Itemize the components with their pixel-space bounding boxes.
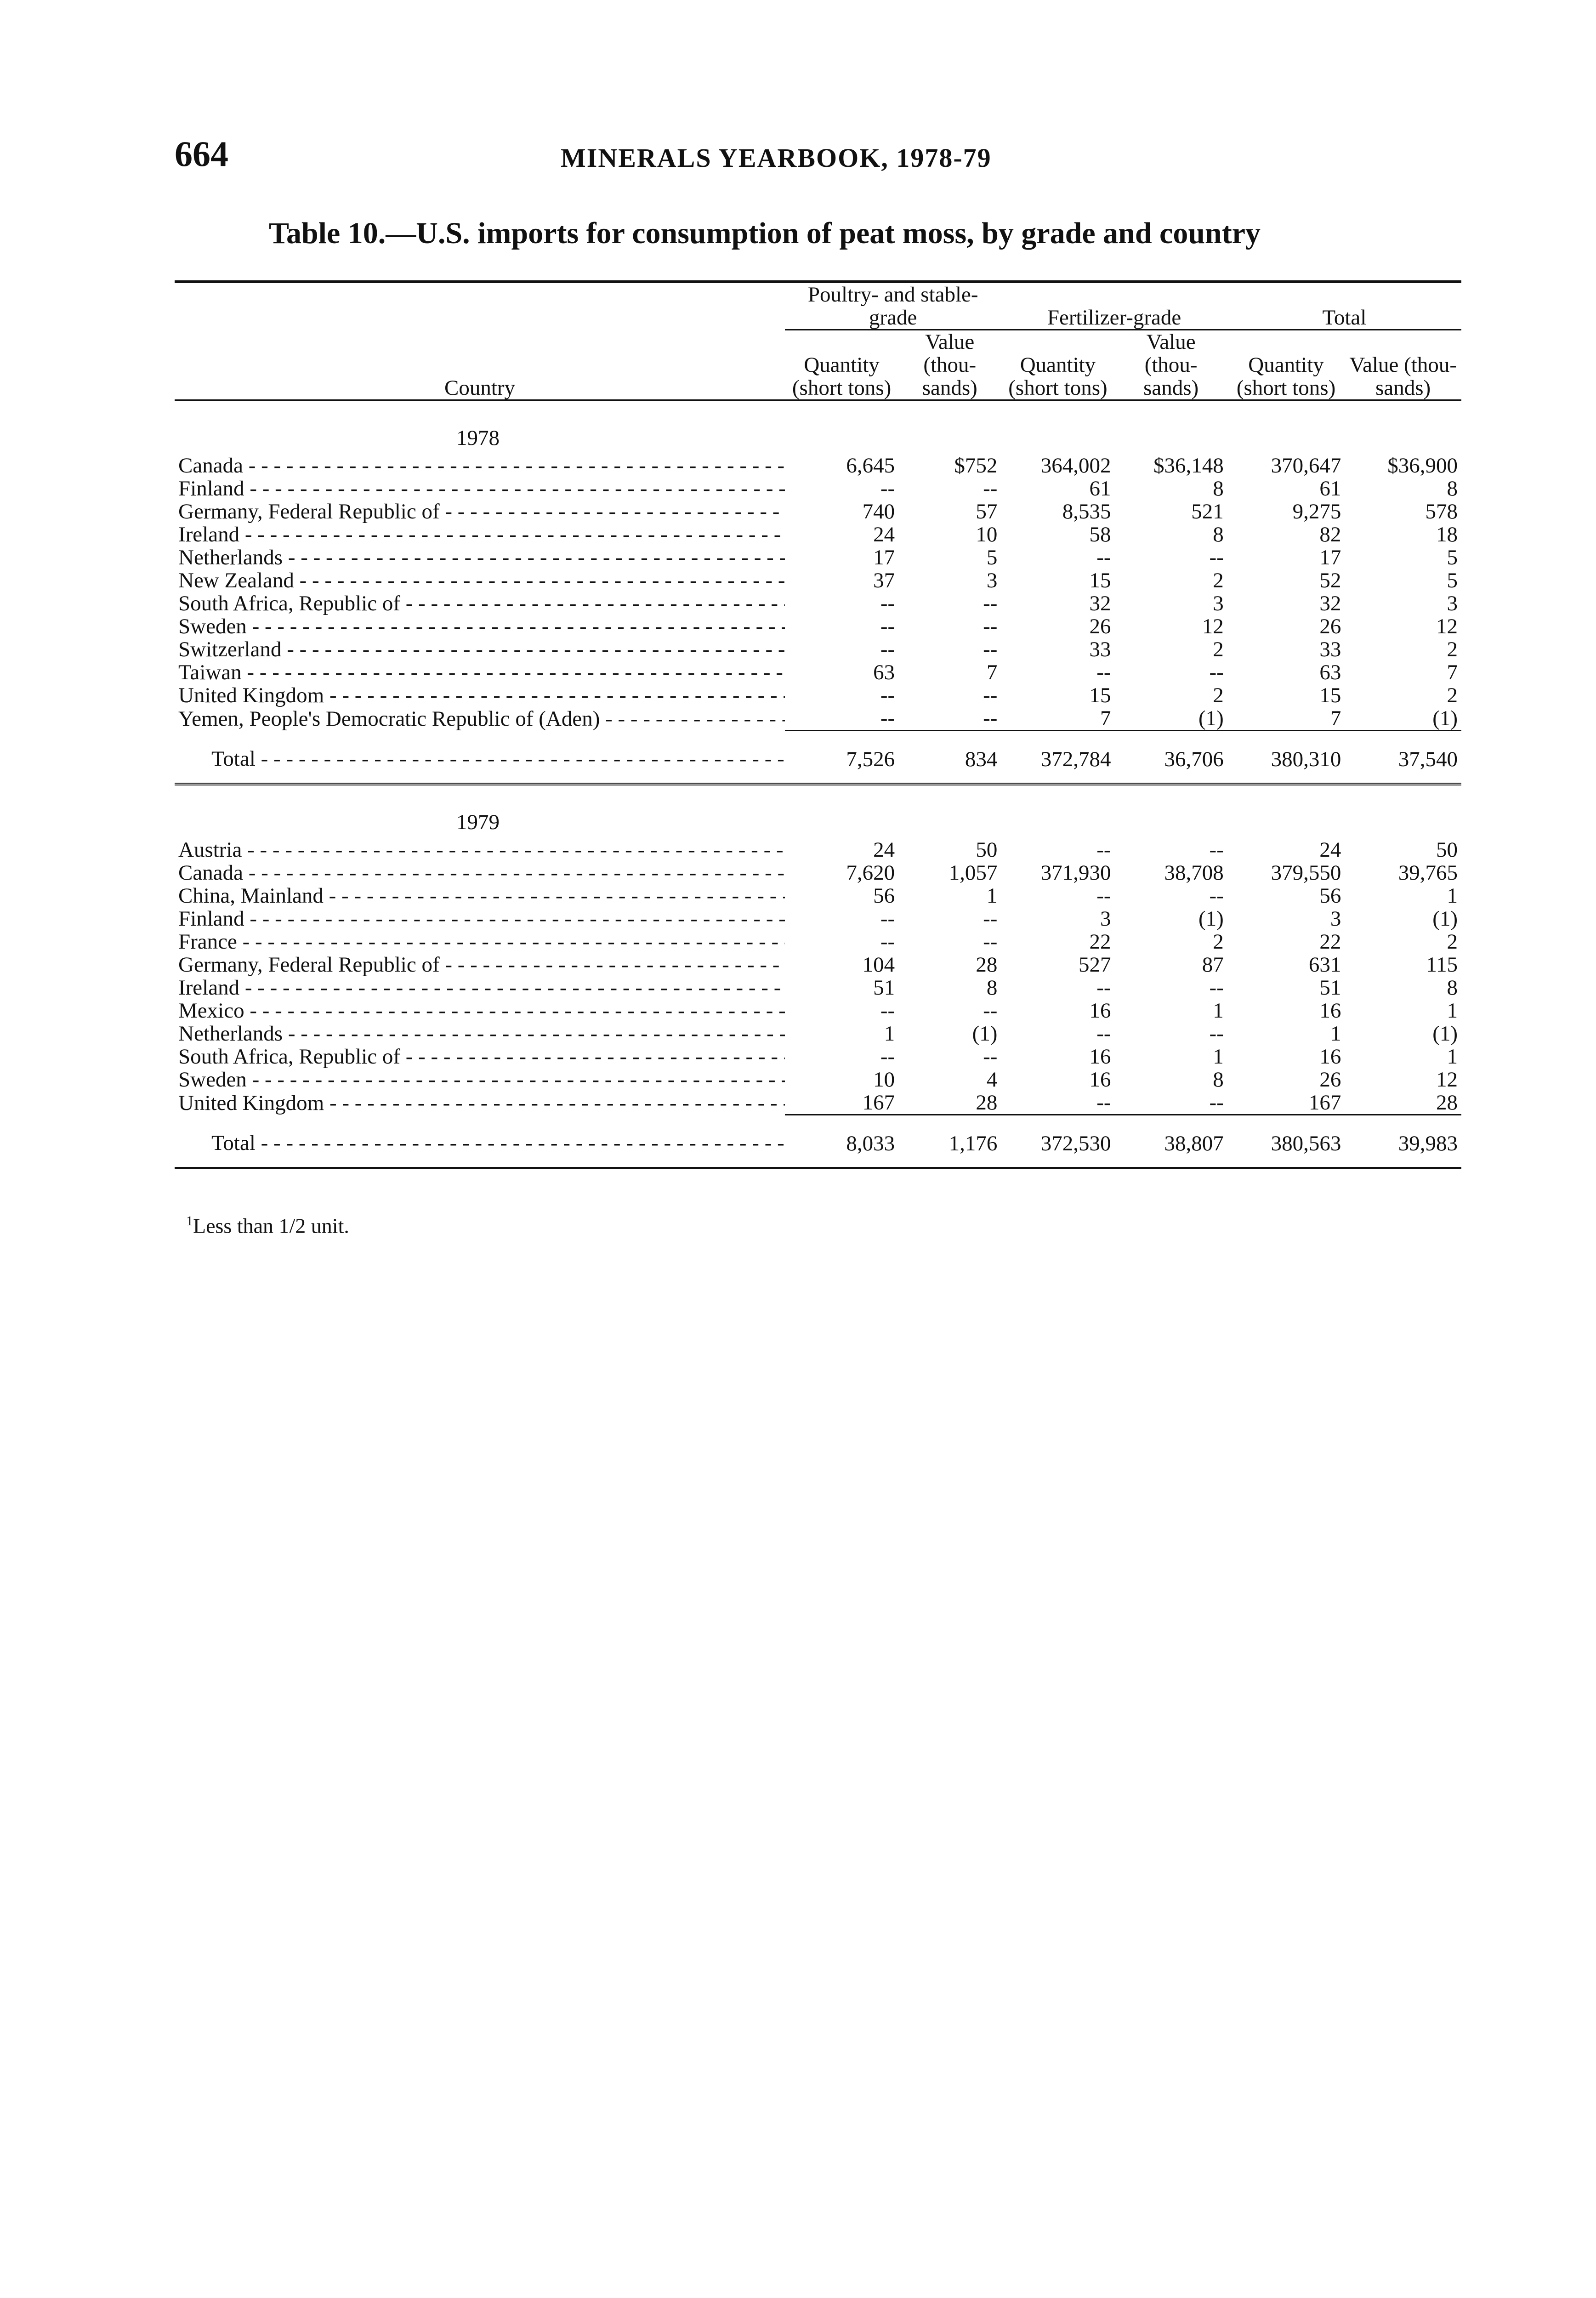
- country-cell: [175, 684, 785, 707]
- country-cell: [175, 500, 785, 523]
- poultry-value-cell: 10: [976, 523, 998, 546]
- poultry-quantity-cell: 7,620: [846, 861, 895, 885]
- poultry-quantity-cell: 6,645: [846, 454, 895, 478]
- total-poultry-value-cell: 834: [898, 731, 1001, 785]
- country-name: South Africa, Republic of - - -: [178, 1045, 785, 1068]
- total-value-cell: 8: [1447, 477, 1458, 501]
- total-value-cell: 2: [1447, 637, 1458, 661]
- table-title: Table 10.—U.S. imports for consumption of peat moss, by grade and country: [269, 216, 1261, 250]
- running-title: MINERALS YEARBOOK, 1978-79: [561, 143, 992, 173]
- total-poultry-quantity-cell: 7,526: [785, 731, 898, 785]
- empty-cell: [898, 784, 1001, 838]
- fertilizer-quantity-cell: 15: [1089, 683, 1111, 707]
- country-cell: [175, 1068, 785, 1091]
- poultry-quantity-cell: --: [880, 907, 895, 931]
- fertilizer-quantity-cell: --: [1096, 546, 1111, 569]
- total-total-quantity-cell: 380,310: [1227, 731, 1345, 785]
- total-value-cell: 5: [1447, 546, 1458, 569]
- total-value-cell: $36,900: [1387, 454, 1458, 478]
- table-row: [175, 1045, 1461, 1068]
- table-row: [175, 500, 1461, 523]
- total-quantity-cell: 15: [1319, 683, 1341, 707]
- table-row: [175, 1068, 1461, 1091]
- country-name: Switzerland - - -: [178, 638, 785, 661]
- poultry-quantity-cell: --: [880, 477, 895, 501]
- poultry-value-cell: --: [983, 477, 998, 501]
- total-label: Total - - -: [211, 1131, 785, 1155]
- total-total-quantity-cell: 380,563: [1227, 1115, 1345, 1168]
- country-name: Germany, Federal Republic of - - -: [178, 953, 785, 976]
- poultry-quantity-cell: --: [880, 999, 895, 1023]
- fertilizer-quantity-cell: 16: [1089, 1045, 1111, 1069]
- table-row: [175, 477, 1461, 500]
- total-value-cell: 12: [1436, 614, 1458, 638]
- total-quantity-cell: 370,647: [1271, 454, 1341, 478]
- total-value-cell: 115: [1426, 953, 1458, 977]
- empty-cell: [898, 400, 1001, 454]
- fertilizer-value-cell: --: [1209, 1091, 1224, 1115]
- poultry-quantity-cell: 10: [873, 1068, 895, 1092]
- table-row: [175, 907, 1461, 930]
- total-quantity-cell: 1: [1330, 1022, 1341, 1046]
- footnote: [186, 1213, 349, 1238]
- country-cell: [175, 884, 785, 907]
- total-value-cell: 578: [1425, 500, 1458, 523]
- poultry-quantity-cell: --: [880, 683, 895, 707]
- country-cell: [175, 1022, 785, 1045]
- total-row: [175, 731, 1461, 785]
- table-row: [175, 707, 1461, 731]
- country-cell: [175, 523, 785, 546]
- total-value-cell: 5: [1447, 569, 1458, 592]
- country-cell: [175, 638, 785, 661]
- fertilizer-quantity-cell: 32: [1089, 592, 1111, 615]
- quantity-header: Quantity (short tons): [1227, 330, 1345, 401]
- total-quantity-cell: 16: [1319, 999, 1341, 1023]
- total-quantity-cell: 52: [1319, 569, 1341, 592]
- poultry-quantity-cell: 17: [873, 546, 895, 569]
- fertilizer-quantity-cell: --: [1096, 1091, 1111, 1115]
- country-name: Sweden - - -: [178, 1068, 785, 1091]
- total-quantity-cell: 61: [1319, 477, 1341, 501]
- poultry-quantity-cell: --: [880, 592, 895, 615]
- value-header: Value (thou-sands): [1115, 330, 1227, 401]
- poultry-quantity-cell: --: [880, 930, 895, 954]
- fertilizer-value-cell: (1): [1198, 706, 1224, 730]
- fertilizer-quantity-cell: 364,002: [1040, 454, 1111, 478]
- fertilizer-quantity-cell: 371,930: [1040, 861, 1111, 885]
- footnote-text: Less than 1/2 unit.: [193, 1214, 349, 1238]
- country-name: Yemen, People's Democratic Republic of (Aden) - - -: [178, 707, 785, 731]
- total-value-cell: 1: [1447, 999, 1458, 1023]
- country-name: Sweden - - -: [178, 615, 785, 638]
- fertilizer-quantity-cell: --: [1096, 660, 1111, 684]
- total-value-cell: 12: [1436, 1068, 1458, 1092]
- total-value-cell: 2: [1447, 683, 1458, 707]
- fertilizer-quantity-cell: 22: [1089, 930, 1111, 954]
- total-fertilizer-value-cell: 38,807: [1115, 1115, 1227, 1168]
- country-cell: [175, 976, 785, 999]
- year-row: [175, 400, 1461, 454]
- poultry-quantity-cell: --: [880, 706, 895, 730]
- total-quantity-cell: 33: [1319, 637, 1341, 661]
- table-row: [175, 976, 1461, 999]
- quantity-header: Quantity (short tons): [1001, 330, 1114, 401]
- poultry-value-cell: 1,057: [949, 861, 998, 885]
- year-row: [175, 784, 1461, 838]
- country-name: Finland - - -: [178, 477, 785, 500]
- table-row: [175, 1091, 1461, 1115]
- fertilizer-value-cell: --: [1209, 976, 1224, 1000]
- fertilizer-value-cell: 1: [1213, 1045, 1224, 1069]
- table-row: [175, 615, 1461, 638]
- table-row: [175, 546, 1461, 569]
- country-cell: [175, 454, 785, 477]
- country-name: Netherlands - - -: [178, 1022, 785, 1045]
- poultry-value-cell: --: [983, 706, 998, 730]
- fertilizer-value-cell: 12: [1202, 614, 1224, 638]
- total-quantity-cell: 167: [1308, 1091, 1341, 1115]
- poultry-quantity-cell: 51: [873, 976, 895, 1000]
- poultry-value-cell: --: [983, 930, 998, 954]
- quantity-header: Quantity (short tons): [785, 330, 898, 401]
- table-row: [175, 1022, 1461, 1045]
- total-quantity-cell: 3: [1330, 907, 1341, 931]
- poultry-value-cell: 8: [986, 976, 998, 1000]
- table-row: [175, 661, 1461, 684]
- total-quantity-cell: 379,550: [1271, 861, 1341, 885]
- total-value-cell: 8: [1447, 976, 1458, 1000]
- poultry-value-cell: 28: [976, 1091, 998, 1115]
- total-quantity-cell: 32: [1319, 592, 1341, 615]
- poultry-quantity-cell: 56: [873, 884, 895, 908]
- fertilizer-quantity-cell: 33: [1089, 637, 1111, 661]
- country-cell: [175, 477, 785, 500]
- fertilizer-value-cell: 87: [1202, 953, 1224, 977]
- country-cell: [175, 592, 785, 615]
- table-row: [175, 454, 1461, 477]
- country-name: Ireland - - -: [178, 976, 785, 999]
- country-name: Ireland - - -: [178, 523, 785, 546]
- poultry-value-cell: 3: [986, 569, 998, 592]
- poultry-quantity-cell: 740: [862, 500, 895, 523]
- poultry-quantity-cell: 104: [862, 953, 895, 977]
- fertilizer-quantity-cell: --: [1096, 838, 1111, 862]
- country-cell: [175, 861, 785, 884]
- country-name: United Kingdom - - -: [178, 1091, 785, 1115]
- total-total-value-cell: 39,983: [1345, 1115, 1461, 1168]
- poultry-value-cell: --: [983, 614, 998, 638]
- poultry-grade-header: Poultry- and stable-grade: [785, 282, 1001, 330]
- total-poultry-quantity-cell: 8,033: [785, 1115, 898, 1168]
- poultry-value-cell: 5: [986, 546, 998, 569]
- poultry-value-cell: --: [983, 999, 998, 1023]
- empty-cell: [1227, 400, 1345, 454]
- total-quantity-cell: 7: [1330, 706, 1341, 730]
- total-value-cell: 7: [1447, 660, 1458, 684]
- poultry-value-cell: --: [983, 683, 998, 707]
- poultry-quantity-cell: 63: [873, 660, 895, 684]
- total-value-cell: 18: [1436, 523, 1458, 546]
- fertilizer-quantity-cell: 16: [1089, 1068, 1111, 1092]
- total-value-cell: (1): [1432, 1022, 1458, 1046]
- year-label: 1978: [456, 426, 500, 450]
- total-quantity-cell: 26: [1319, 1068, 1341, 1092]
- poultry-value-cell: 4: [986, 1068, 998, 1092]
- total-value-cell: 2: [1447, 930, 1458, 954]
- imports-table-container: [175, 280, 1461, 1169]
- total-fertilizer-quantity-cell: 372,530: [1001, 1115, 1114, 1168]
- total-value-cell: (1): [1432, 907, 1458, 931]
- country-cell: [175, 838, 785, 861]
- total-value-cell: 28: [1436, 1091, 1458, 1115]
- fertilizer-value-cell: --: [1209, 1022, 1224, 1046]
- country-name: Finland - - -: [178, 907, 785, 930]
- table-row: [175, 523, 1461, 546]
- fertilizer-value-cell: 2: [1213, 683, 1224, 707]
- footnote-marker: 1: [186, 1213, 193, 1229]
- table-row: [175, 838, 1461, 861]
- country-name: France - - -: [178, 930, 785, 953]
- fertilizer-value-cell: 8: [1213, 1068, 1224, 1092]
- total-quantity-cell: 51: [1319, 976, 1341, 1000]
- poultry-quantity-cell: --: [880, 637, 895, 661]
- country-cell: [175, 930, 785, 953]
- total-quantity-cell: 9,275: [1292, 500, 1341, 523]
- poultry-value-cell: 50: [976, 838, 998, 862]
- fertilizer-value-cell: 3: [1213, 592, 1224, 615]
- total-poultry-value-cell: 1,176: [898, 1115, 1001, 1168]
- fertilizer-value-cell: --: [1209, 884, 1224, 908]
- fertilizer-quantity-cell: 7: [1100, 706, 1111, 730]
- poultry-value-cell: (1): [972, 1022, 998, 1046]
- total-quantity-cell: 63: [1319, 660, 1341, 684]
- fertilizer-value-cell: --: [1209, 546, 1224, 569]
- poultry-quantity-cell: 1: [884, 1022, 895, 1046]
- page-number: 664: [175, 134, 228, 174]
- total-value-cell: (1): [1432, 706, 1458, 730]
- poultry-value-cell: --: [983, 907, 998, 931]
- country-name: Germany, Federal Republic of - - -: [178, 500, 785, 523]
- country-name: South Africa, Republic of - - -: [178, 592, 785, 615]
- country-name: Canada - - -: [178, 861, 785, 884]
- country-name: Taiwan - - -: [178, 661, 785, 684]
- total-value-cell: 3: [1447, 592, 1458, 615]
- country-cell: [175, 1045, 785, 1068]
- fertilizer-value-cell: 2: [1213, 637, 1224, 661]
- table-row: [175, 884, 1461, 907]
- empty-cell: [1001, 400, 1114, 454]
- fertilizer-value-cell: 1: [1213, 999, 1224, 1023]
- country-cell: [175, 1091, 785, 1115]
- poultry-quantity-cell: 24: [873, 523, 895, 546]
- fertilizer-value-cell: --: [1209, 660, 1224, 684]
- country-cell: [175, 907, 785, 930]
- fertilizer-quantity-cell: --: [1096, 976, 1111, 1000]
- fertilizer-value-cell: --: [1209, 838, 1224, 862]
- fertilizer-value-cell: 521: [1191, 500, 1224, 523]
- empty-cell: [1345, 784, 1461, 838]
- table-row: [175, 569, 1461, 592]
- total-quantity-cell: 631: [1308, 953, 1341, 977]
- table-row: [175, 930, 1461, 953]
- fertilizer-value-cell: 2: [1213, 930, 1224, 954]
- country-name: New Zealand - - -: [178, 569, 785, 592]
- country-name: Netherlands - - -: [178, 546, 785, 569]
- country-cell: [175, 661, 785, 684]
- empty-cell: [1227, 784, 1345, 838]
- fertilizer-quantity-cell: --: [1096, 884, 1111, 908]
- total-quantity-cell: 56: [1319, 884, 1341, 908]
- table-row: [175, 684, 1461, 707]
- total-quantity-cell: 22: [1319, 930, 1341, 954]
- total-row: [175, 1115, 1461, 1168]
- fertilizer-value-cell: $36,148: [1153, 454, 1224, 478]
- country-cell: [175, 953, 785, 976]
- table-row: [175, 953, 1461, 976]
- country-name: China, Mainland - - -: [178, 884, 785, 907]
- fertilizer-value-cell: 38,708: [1164, 861, 1224, 885]
- total-quantity-cell: 82: [1319, 523, 1341, 546]
- poultry-value-cell: 7: [986, 660, 998, 684]
- country-name: Canada - - -: [178, 454, 785, 477]
- total-label-cell: [175, 731, 785, 785]
- value-header: Value (thou-sands): [1345, 330, 1461, 401]
- poultry-value-cell: 28: [976, 953, 998, 977]
- fertilizer-quantity-cell: 15: [1089, 569, 1111, 592]
- total-value-cell: 50: [1436, 838, 1458, 862]
- total-fertilizer-value-cell: 36,706: [1115, 731, 1227, 785]
- empty-cell: [1001, 784, 1114, 838]
- fertilizer-quantity-cell: --: [1096, 1022, 1111, 1046]
- poultry-quantity-cell: 37: [873, 569, 895, 592]
- fertilizer-quantity-cell: 26: [1089, 614, 1111, 638]
- total-value-cell: 1: [1447, 1045, 1458, 1069]
- poultry-quantity-cell: --: [880, 1045, 895, 1069]
- fertilizer-quantity-cell: 61: [1089, 477, 1111, 501]
- page-header: [175, 133, 1369, 188]
- poultry-quantity-cell: 167: [862, 1091, 895, 1115]
- poultry-value-cell: --: [983, 1045, 998, 1069]
- fertilizer-value-cell: (1): [1198, 907, 1224, 931]
- empty-cell: [1115, 400, 1227, 454]
- country-cell: [175, 546, 785, 569]
- table-row: [175, 861, 1461, 884]
- value-header: Value (thou-sands): [898, 330, 1001, 401]
- total-quantity-cell: 24: [1319, 838, 1341, 862]
- country-cell: [175, 707, 785, 731]
- total-value-cell: 1: [1447, 884, 1458, 908]
- total-header: Total: [1227, 282, 1461, 330]
- country-name: Austria - - -: [178, 838, 785, 861]
- fertilizer-grade-header: Fertilizer-grade: [1001, 282, 1227, 330]
- fertilizer-quantity-cell: 16: [1089, 999, 1111, 1023]
- total-quantity-cell: 17: [1319, 546, 1341, 569]
- year-label: 1979: [456, 810, 500, 834]
- fertilizer-quantity-cell: 58: [1089, 523, 1111, 546]
- table-row: [175, 638, 1461, 661]
- poultry-quantity-cell: 24: [873, 838, 895, 862]
- empty-cell: [1345, 400, 1461, 454]
- total-fertilizer-quantity-cell: 372,784: [1001, 731, 1114, 785]
- fertilizer-quantity-cell: 8,535: [1062, 500, 1111, 523]
- fertilizer-quantity-cell: 527: [1079, 953, 1111, 977]
- country-cell: [175, 569, 785, 592]
- poultry-value-cell: --: [983, 592, 998, 615]
- poultry-quantity-cell: --: [880, 614, 895, 638]
- table-row: [175, 999, 1461, 1022]
- fertilizer-value-cell: 2: [1213, 569, 1224, 592]
- empty-cell: [785, 400, 898, 454]
- fertilizer-value-cell: 8: [1213, 477, 1224, 501]
- empty-cell: [1115, 784, 1227, 838]
- table-row: [175, 592, 1461, 615]
- total-label: Total - - -: [211, 747, 785, 771]
- poultry-value-cell: $752: [954, 454, 998, 478]
- country-name: Mexico - - -: [178, 999, 785, 1022]
- empty-cell: [785, 784, 898, 838]
- country-cell: [175, 999, 785, 1022]
- total-total-value-cell: 37,540: [1345, 731, 1461, 785]
- poultry-value-cell: --: [983, 637, 998, 661]
- total-label-cell: [175, 1115, 785, 1168]
- imports-table: [175, 280, 1461, 1169]
- fertilizer-quantity-cell: 3: [1100, 907, 1111, 931]
- total-quantity-cell: 26: [1319, 614, 1341, 638]
- poultry-value-cell: 1: [986, 884, 998, 908]
- country-name: United Kingdom - - -: [178, 684, 785, 707]
- poultry-value-cell: 57: [976, 500, 998, 523]
- country-header: Country: [175, 282, 785, 400]
- table-body: [175, 400, 1461, 1168]
- fertilizer-value-cell: 8: [1213, 523, 1224, 546]
- total-value-cell: 39,765: [1398, 861, 1458, 885]
- total-quantity-cell: 16: [1319, 1045, 1341, 1069]
- country-cell: [175, 615, 785, 638]
